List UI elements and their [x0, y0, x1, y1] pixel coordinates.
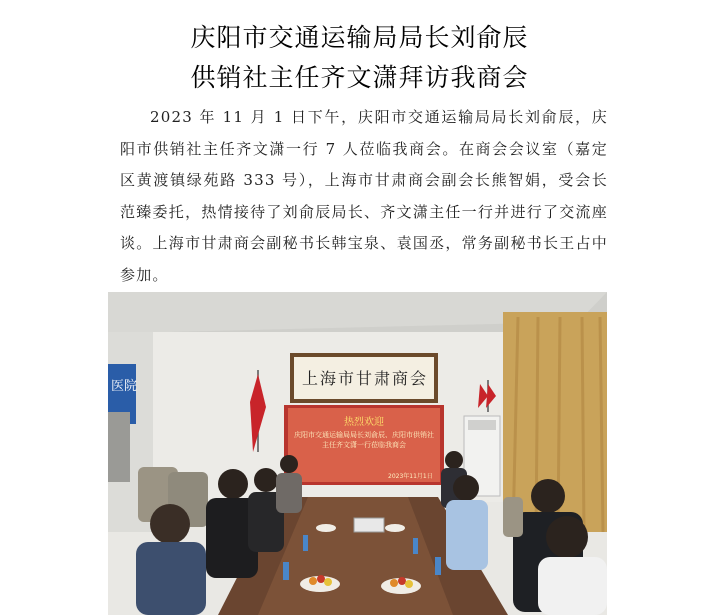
meeting-photo: [108, 292, 607, 615]
screen-date: 2023年11月1日: [388, 473, 433, 480]
screen-heading: 热烈欢迎: [344, 417, 384, 428]
article-title-line-1: 庆阳市交通运输局局长刘俞辰: [190, 23, 529, 52]
article-title-line-2: 供销社主任齐文潇拜访我商会: [190, 63, 529, 92]
meeting-photo-illustration: [108, 292, 607, 615]
wall-sign-text: 上海市甘肃商会: [302, 369, 429, 388]
side-sign-text: 医院: [111, 379, 138, 394]
article-body: [120, 102, 608, 291]
screen-text: 庆阳市交通运输局局长刘俞辰、庆阳市供销社主任齐文潇一行莅临我商会: [294, 431, 434, 449]
article-paragraph: 2023 年 11 月 1 日下午，庆阳市交通运输局局长刘俞辰，庆阳市供销社主任齐文潇一行 7 人莅临我商会。在商会会议室（嘉定区黄渡镇绿苑路 333 号），上海市甘肃商会副会长熊智娟，受会长范臻委托，热情接待了刘俞辰局长、齐文潇主任一行并进行了交流座谈。上海市甘肃商会副秘书长韩宝泉、袁国丞，常务副秘书长王占中参加。: [120, 108, 608, 284]
